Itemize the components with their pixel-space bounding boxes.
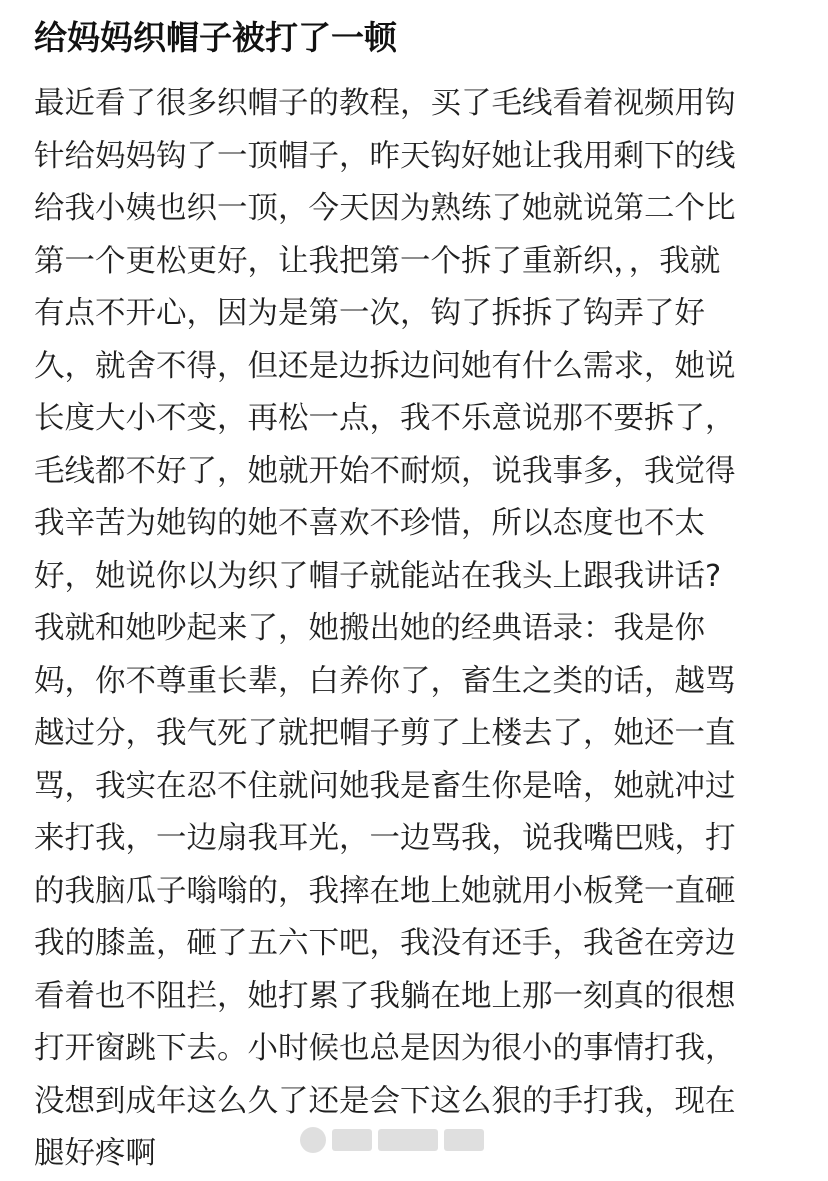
post-body-line: 久，就舍不得，但还是边拆边问她有什么需求，她说: [34, 348, 736, 384]
post-body-line: 越过分，我气死了就把帽子剪了上楼去了，她还一直: [34, 716, 736, 751]
watermark-text-block: [378, 1129, 438, 1151]
watermark-logo-icon: [300, 1127, 326, 1153]
post-body-line: 最近看了很多织帽子的教程，买了毛线看着视频用钩: [34, 86, 736, 121]
watermark: [300, 1124, 500, 1156]
watermark-text-block: [332, 1129, 372, 1151]
post-body-line: 骂，我实在忍不住就问她我是畜生你是啥，她就冲过: [34, 768, 736, 804]
post-body-line: 针给妈妈钩了一顶帽子，昨天钩好她让我用剩下的线: [34, 138, 736, 174]
post-body-line: 好，她说你以为织了帽子就能站在我头上跟我讲话?: [34, 558, 722, 594]
post-body-line: 第一个更松更好，让我把第一个拆了重新织，，我就: [34, 243, 721, 279]
post-body-line: 长度大小不变，再松一点，我不乐意说那不要拆了，: [34, 401, 736, 436]
post-body-line: 毛线都不好了，她就开始不耐烦，说我事多，我觉得: [34, 453, 736, 489]
post-body: [34, 78, 804, 1181]
post-body-line: 看着也不阻拦，她打累了我躺在地上那一刻真的很想: [34, 978, 736, 1014]
post-body-line: 没想到成年这么久了还是会下这么狠的手打我，现在: [34, 1083, 736, 1119]
post-body-line: 有点不开心，因为是第一次，钩了拆拆了钩弄了好: [34, 296, 705, 331]
watermark-text-block: [444, 1129, 484, 1151]
post-body-line: 我就和她吵起来了，她搬出她的经典语录：我是你: [34, 611, 705, 646]
post-body-line: 的我脑瓜子嗡嗡的，我摔在地上她就用小板凳一直砸: [34, 873, 736, 909]
post-body-line: 我的膝盖，砸了五六下吧，我没有还手，我爸在旁边: [34, 926, 736, 961]
post-body-line: 来打我，一边扇我耳光，一边骂我，说我嘴巴贱，打: [34, 821, 736, 856]
post-body-line: 我辛苦为她钩的她不喜欢不珍惜，所以态度也不太: [34, 506, 705, 541]
post-body-line: 打开窗跳下去。小时候也总是因为很小的事情打我，: [34, 1031, 736, 1066]
post-body-line: 给我小姨也织一顶，今天因为熟练了她就说第二个比: [34, 191, 736, 226]
post-body-line: 妈，你不尊重长辈，白养你了，畜生之类的话，越骂: [34, 663, 736, 699]
post-body-line: 腿好疼啊: [34, 1136, 156, 1171]
post-title: 给妈妈织帽子被打了一顿: [34, 18, 397, 57]
